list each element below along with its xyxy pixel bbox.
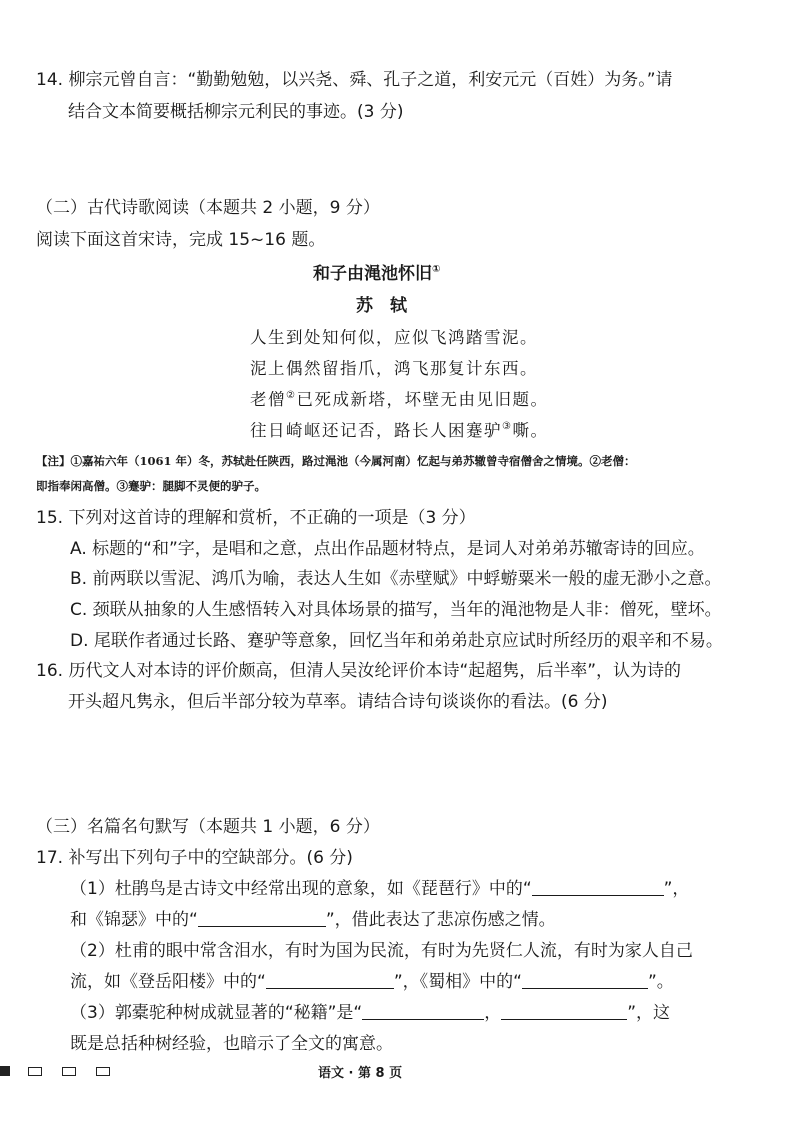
answer-blank[interactable] <box>532 877 664 896</box>
q16-line-1: 16. 历代文人对本诗的评价颇高，但清人吴汝纶评价本诗“起超隽，后半率”，认为诗的 <box>36 661 682 681</box>
poem-title-footnote-marker: ① <box>432 264 441 275</box>
q17-part-3-text-b: ， <box>484 1003 502 1023</box>
poem-note-line-1: 【注】①嘉祐六年（1061 年）冬，苏轼赴任陕西，路过渑池（今属河南）忆起与弟苏辙曾寺宿僧舍之情境。②老僧： <box>36 454 636 468</box>
q15-option-b: B. 前两联以雪泥、鸿爪为喻，表达人生如《赤壁赋》中蜉蝣粟米一般的虚无渺小之意。 <box>70 569 722 589</box>
poem-line-3-part-a: 老僧 <box>250 390 286 409</box>
poem-author: 苏 轼 <box>356 296 407 316</box>
q14-line-1: 14. 柳宗元曾自言：“勤勤勉勉，以兴尧、舜、孔子之道，利安元元（百姓）为务。”请 <box>36 70 673 90</box>
q17-stem: 17. 补写出下列句子中的空缺部分。(6 分) <box>36 848 353 868</box>
q17-part-2-line-1: （2）杜甫的眼中常含泪水，有时为国为民流，有时为先贤仁人流，有时为家人自己 <box>70 941 693 961</box>
page-number-label: 语文 · 第 8 页 <box>318 1066 403 1081</box>
q17-part-3-line-1 <box>70 1001 670 1025</box>
poem-line-1: 人生到处知何似，应似飞鸿踏雪泥。 <box>250 328 538 347</box>
section-2-heading: （二）古代诗歌阅读（本题共 2 小题，9 分） <box>36 198 380 218</box>
answer-blank[interactable] <box>501 1001 627 1020</box>
q17-part-1-line-2 <box>70 908 556 932</box>
poem-line-4-footnote-marker: ③ <box>502 421 513 432</box>
q17-part-2-text-c: ”，《蜀相》中的“ <box>393 972 522 992</box>
poem-line-4 <box>250 419 548 443</box>
poem-line-3-part-b: 已死成新塔，坏壁无由见旧题。 <box>296 390 549 409</box>
answer-blank[interactable] <box>198 908 326 927</box>
q17-part-3-text-a: （3）郭橐驼种树成就显著的“秘籍”是“ <box>70 1003 363 1023</box>
q17-part-1-text-c: 和《锦瑟》中的“ <box>70 910 198 930</box>
footer-filled-square-mark <box>0 1066 10 1076</box>
q17-part-1-text-d: ”，借此表达了悲凉伤感之情。 <box>325 910 556 930</box>
q17-part-1-text-a: （1）杜鹃鸟是古诗文中经常出现的意象，如《琵琶行》中的“ <box>70 879 532 899</box>
poem-note-line-2: 即指奉闲高僧。③蹇驴：腿脚不灵便的驴子。 <box>36 479 266 493</box>
footer-square-mark <box>96 1067 110 1076</box>
poem-line-2: 泥上偶然留指爪，鸿飞那复计东西。 <box>250 359 538 378</box>
answer-blank[interactable] <box>266 970 394 989</box>
q17-part-1-text-b: ”， <box>663 879 690 899</box>
q14-line-2: 结合文本简要概括柳宗元利民的事迹。(3 分) <box>68 102 404 122</box>
poem-line-4-part-b: 嘶。 <box>512 421 549 440</box>
poem-line-4-part-a: 往日崎岖还记否，路长人困蹇驴 <box>250 421 502 440</box>
q17-part-2-text-d: ”。 <box>647 972 674 992</box>
poem-line-3-footnote-marker: ② <box>286 390 297 401</box>
q17-part-2-text-b: 流，如《登岳阳楼》中的“ <box>70 972 266 992</box>
q15-option-d: D. 尾联作者通过长路、蹇驴等意象，回忆当年和弟弟赴京应试时所经历的艰辛和不易。 <box>70 631 723 651</box>
poem-line-3 <box>250 388 548 412</box>
page-footer <box>0 1062 800 1086</box>
section-3-heading: （三）名篇名句默写（本题共 1 小题，6 分） <box>36 817 380 837</box>
answer-blank[interactable] <box>522 970 648 989</box>
q15-option-a: A. 标题的“和”字，是唱和之意，点出作品题材特点，是词人对弟弟苏辙寄诗的回应。 <box>70 539 705 559</box>
q17-part-3-line-2: 既是总括种树经验，也暗示了全文的寓意。 <box>70 1034 393 1054</box>
q17-part-2-line-2 <box>70 970 674 994</box>
poem-title <box>313 262 440 286</box>
q16-line-2: 开头超凡隽永，但后半部分较为草率。请结合诗句谈谈你的看法。(6 分) <box>68 692 608 712</box>
footer-square-mark <box>28 1067 42 1076</box>
footer-square-mark <box>62 1067 76 1076</box>
answer-blank[interactable] <box>362 1001 484 1020</box>
q15-option-c: C. 颈联从抽象的人生感悟转入对具体场景的描写，当年的渑池物是人非：僧死，壁坏。 <box>70 600 722 620</box>
section-2-intro: 阅读下面这首宋诗，完成 15~16 题。 <box>36 230 326 250</box>
poem-title-text: 和子由渑池怀旧 <box>313 264 432 284</box>
q17-part-1-line-1 <box>70 877 689 901</box>
q15-stem: 15. 下列对这首诗的理解和赏析，不正确的一项是（3 分） <box>36 508 476 528</box>
q17-part-3-text-c: ”，这 <box>627 1003 671 1023</box>
